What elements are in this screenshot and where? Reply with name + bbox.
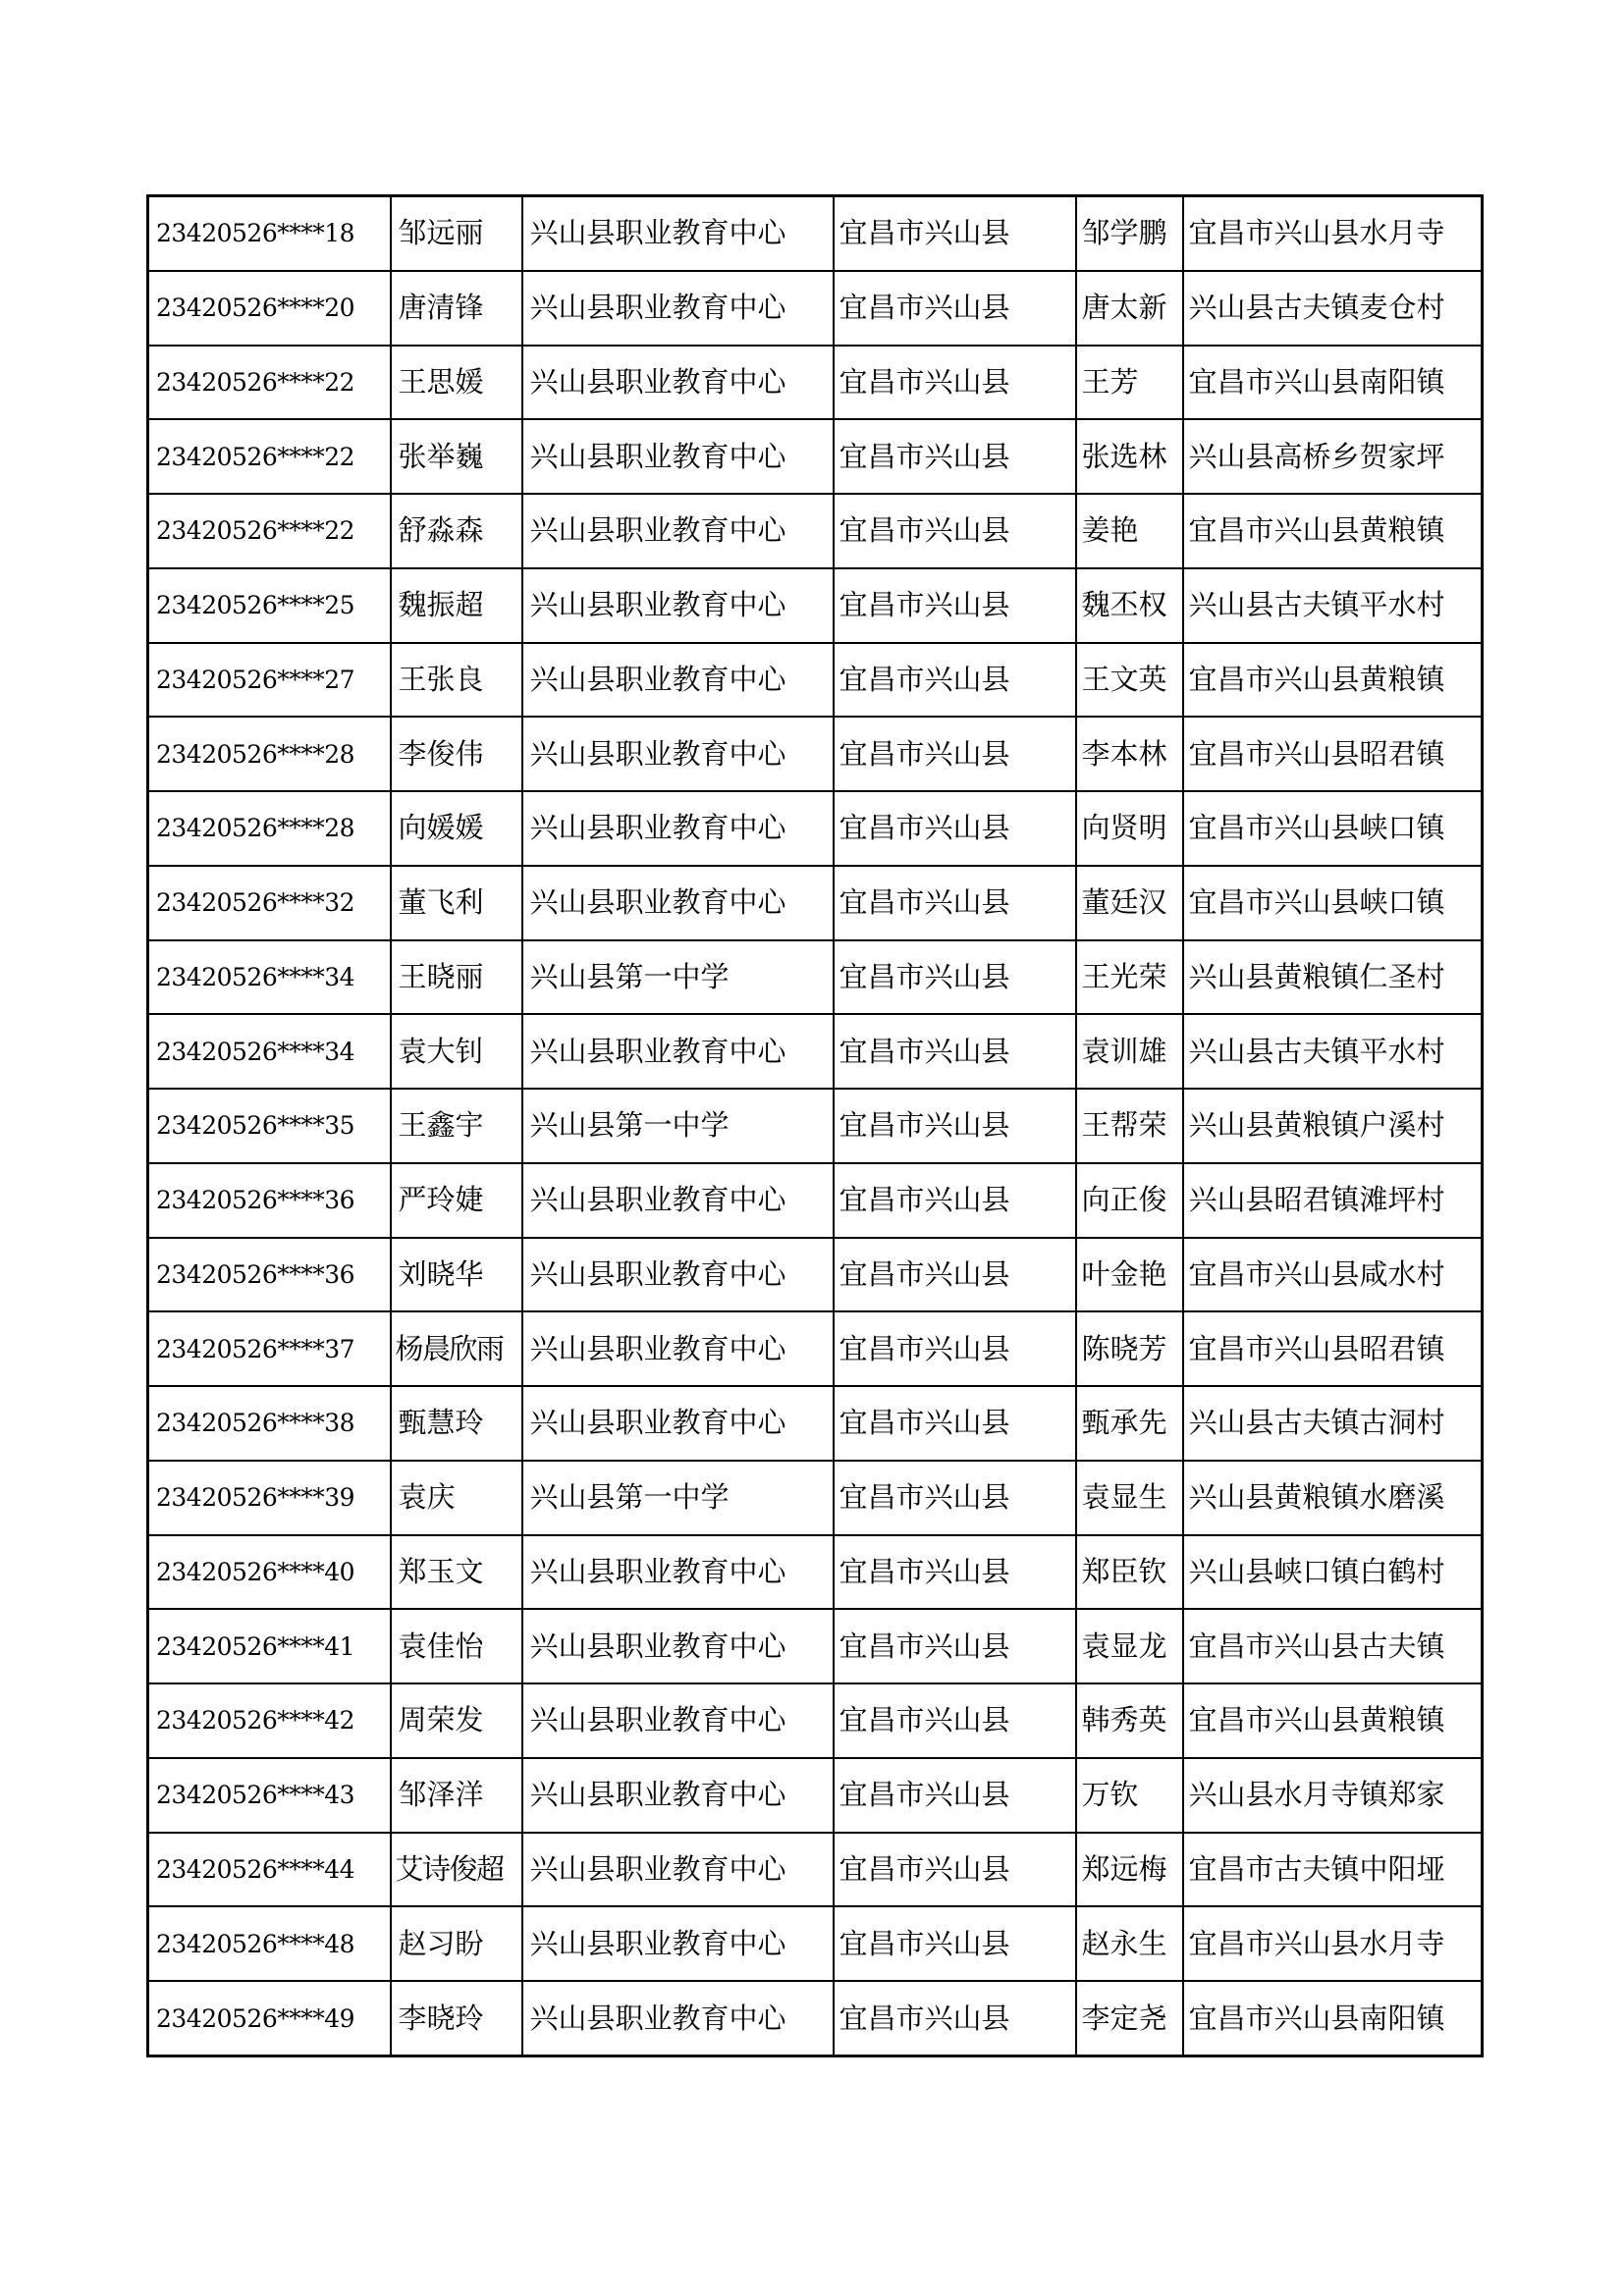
parent-name-cell: 李本林 xyxy=(1076,717,1183,791)
location-cell: 宜昌市兴山县 xyxy=(834,1981,1076,2056)
id-cell: 23420526****49 xyxy=(148,1981,391,2056)
name-cell: 严玲婕 xyxy=(391,1163,522,1238)
school-cell: 兴山县职业教育中心 xyxy=(522,568,834,643)
name-cell: 甄慧玲 xyxy=(391,1386,522,1461)
table-row xyxy=(148,196,1483,271)
school-cell: 兴山县职业教育中心 xyxy=(522,1758,834,1833)
school-cell: 兴山县职业教育中心 xyxy=(522,1906,834,1981)
address-cell: 宜昌市兴山县南阳镇 xyxy=(1183,346,1483,420)
table-row xyxy=(148,940,1483,1015)
id-cell: 23420526****40 xyxy=(148,1535,391,1610)
name-cell: 邹远丽 xyxy=(391,196,522,271)
address-cell: 兴山县黄粮镇户溪村 xyxy=(1183,1089,1483,1163)
parent-name-cell: 袁显生 xyxy=(1076,1461,1183,1535)
location-cell: 宜昌市兴山县 xyxy=(834,1609,1076,1683)
name-cell: 舒淼森 xyxy=(391,494,522,568)
school-cell: 兴山县职业教育中心 xyxy=(522,1163,834,1238)
table-row xyxy=(148,1461,1483,1535)
location-cell: 宜昌市兴山县 xyxy=(834,940,1076,1015)
id-cell: 23420526****22 xyxy=(148,419,391,494)
parent-name-cell: 万钦 xyxy=(1076,1758,1183,1833)
id-cell: 23420526****48 xyxy=(148,1906,391,1981)
location-cell: 宜昌市兴山县 xyxy=(834,568,1076,643)
name-cell: 张举巍 xyxy=(391,419,522,494)
address-cell: 兴山县古夫镇麦仓村 xyxy=(1183,271,1483,346)
school-cell: 兴山县职业教育中心 xyxy=(522,791,834,866)
parent-name-cell: 袁训雄 xyxy=(1076,1014,1183,1089)
id-cell: 23420526****43 xyxy=(148,1758,391,1833)
id-cell: 23420526****37 xyxy=(148,1311,391,1386)
location-cell: 宜昌市兴山县 xyxy=(834,791,1076,866)
parent-name-cell: 赵永生 xyxy=(1076,1906,1183,1981)
school-cell: 兴山县职业教育中心 xyxy=(522,1238,834,1312)
address-cell: 宜昌市兴山县昭君镇 xyxy=(1183,717,1483,791)
table-row xyxy=(148,866,1483,940)
school-cell: 兴山县职业教育中心 xyxy=(522,1311,834,1386)
location-cell: 宜昌市兴山县 xyxy=(834,196,1076,271)
id-cell: 23420526****18 xyxy=(148,196,391,271)
table-row xyxy=(148,1535,1483,1610)
school-cell: 兴山县职业教育中心 xyxy=(522,1386,834,1461)
id-cell: 23420526****39 xyxy=(148,1461,391,1535)
location-cell: 宜昌市兴山县 xyxy=(834,494,1076,568)
school-cell: 兴山县职业教育中心 xyxy=(522,346,834,420)
name-cell: 王晓丽 xyxy=(391,940,522,1015)
address-cell: 兴山县黄粮镇水磨溪 xyxy=(1183,1461,1483,1535)
parent-name-cell: 魏丕权 xyxy=(1076,568,1183,643)
address-cell: 兴山县古夫镇平水村 xyxy=(1183,568,1483,643)
id-cell: 23420526****20 xyxy=(148,271,391,346)
parent-name-cell: 姜艳 xyxy=(1076,494,1183,568)
id-cell: 23420526****28 xyxy=(148,717,391,791)
school-cell: 兴山县职业教育中心 xyxy=(522,643,834,718)
address-cell: 宜昌市兴山县黄粮镇 xyxy=(1183,494,1483,568)
address-cell: 宜昌市兴山县南阳镇 xyxy=(1183,1981,1483,2056)
table-row xyxy=(148,568,1483,643)
address-cell: 宜昌市兴山县古夫镇 xyxy=(1183,1609,1483,1683)
id-cell: 23420526****27 xyxy=(148,643,391,718)
school-cell: 兴山县职业教育中心 xyxy=(522,1535,834,1610)
school-cell: 兴山县职业教育中心 xyxy=(522,1683,834,1758)
table-row xyxy=(148,419,1483,494)
parent-name-cell: 甄承先 xyxy=(1076,1386,1183,1461)
name-cell: 王思媛 xyxy=(391,346,522,420)
location-cell: 宜昌市兴山县 xyxy=(834,271,1076,346)
address-cell: 宜昌市古夫镇中阳垭 xyxy=(1183,1833,1483,1907)
parent-name-cell: 向正俊 xyxy=(1076,1163,1183,1238)
table-row xyxy=(148,643,1483,718)
school-cell: 兴山县第一中学 xyxy=(522,940,834,1015)
name-cell: 李晓玲 xyxy=(391,1981,522,2056)
parent-name-cell: 向贤明 xyxy=(1076,791,1183,866)
table-row xyxy=(148,1311,1483,1386)
school-cell: 兴山县职业教育中心 xyxy=(522,866,834,940)
name-cell: 董飞利 xyxy=(391,866,522,940)
id-cell: 23420526****44 xyxy=(148,1833,391,1907)
table-row xyxy=(148,1906,1483,1981)
student-roster-table xyxy=(146,194,1484,2057)
parent-name-cell: 王光荣 xyxy=(1076,940,1183,1015)
table-row xyxy=(148,1609,1483,1683)
parent-name-cell: 郑臣钦 xyxy=(1076,1535,1183,1610)
parent-name-cell: 李定尧 xyxy=(1076,1981,1183,2056)
table-row xyxy=(148,1683,1483,1758)
name-cell: 郑玉文 xyxy=(391,1535,522,1610)
name-cell: 邹泽洋 xyxy=(391,1758,522,1833)
address-cell: 宜昌市兴山县峡口镇 xyxy=(1183,791,1483,866)
address-cell: 兴山县黄粮镇仁圣村 xyxy=(1183,940,1483,1015)
parent-name-cell: 陈晓芳 xyxy=(1076,1311,1183,1386)
id-cell: 23420526****25 xyxy=(148,568,391,643)
location-cell: 宜昌市兴山县 xyxy=(834,1683,1076,1758)
location-cell: 宜昌市兴山县 xyxy=(834,346,1076,420)
parent-name-cell: 唐太新 xyxy=(1076,271,1183,346)
table-row xyxy=(148,1089,1483,1163)
table-row xyxy=(148,791,1483,866)
address-cell: 宜昌市兴山县昭君镇 xyxy=(1183,1311,1483,1386)
id-cell: 23420526****42 xyxy=(148,1683,391,1758)
location-cell: 宜昌市兴山县 xyxy=(834,1535,1076,1610)
table-row xyxy=(148,1833,1483,1907)
address-cell: 宜昌市兴山县咸水村 xyxy=(1183,1238,1483,1312)
address-cell: 兴山县昭君镇滩坪村 xyxy=(1183,1163,1483,1238)
name-cell: 袁庆 xyxy=(391,1461,522,1535)
location-cell: 宜昌市兴山县 xyxy=(834,1906,1076,1981)
id-cell: 23420526****41 xyxy=(148,1609,391,1683)
school-cell: 兴山县职业教育中心 xyxy=(522,1014,834,1089)
parent-name-cell: 邹学鹏 xyxy=(1076,196,1183,271)
parent-name-cell: 叶金艳 xyxy=(1076,1238,1183,1312)
parent-name-cell: 王芳 xyxy=(1076,346,1183,420)
address-cell: 宜昌市兴山县黄粮镇 xyxy=(1183,643,1483,718)
location-cell: 宜昌市兴山县 xyxy=(834,1311,1076,1386)
address-cell: 兴山县高桥乡贺家坪 xyxy=(1183,419,1483,494)
id-cell: 23420526****34 xyxy=(148,940,391,1015)
school-cell: 兴山县职业教育中心 xyxy=(522,196,834,271)
location-cell: 宜昌市兴山县 xyxy=(834,643,1076,718)
location-cell: 宜昌市兴山县 xyxy=(834,1386,1076,1461)
name-cell: 向媛媛 xyxy=(391,791,522,866)
name-cell: 赵习盼 xyxy=(391,1906,522,1981)
table-row xyxy=(148,346,1483,420)
name-cell: 唐清锋 xyxy=(391,271,522,346)
parent-name-cell: 张选林 xyxy=(1076,419,1183,494)
table-row xyxy=(148,494,1483,568)
parent-name-cell: 郑远梅 xyxy=(1076,1833,1183,1907)
table-row xyxy=(148,1014,1483,1089)
name-cell: 王张良 xyxy=(391,643,522,718)
id-cell: 23420526****28 xyxy=(148,791,391,866)
location-cell: 宜昌市兴山县 xyxy=(834,1833,1076,1907)
location-cell: 宜昌市兴山县 xyxy=(834,1461,1076,1535)
address-cell: 兴山县峡口镇白鹤村 xyxy=(1183,1535,1483,1610)
school-cell: 兴山县职业教育中心 xyxy=(522,717,834,791)
name-cell: 艾诗俊超 xyxy=(391,1833,522,1907)
location-cell: 宜昌市兴山县 xyxy=(834,1014,1076,1089)
school-cell: 兴山县职业教育中心 xyxy=(522,1833,834,1907)
name-cell: 王鑫宇 xyxy=(391,1089,522,1163)
location-cell: 宜昌市兴山县 xyxy=(834,1758,1076,1833)
location-cell: 宜昌市兴山县 xyxy=(834,717,1076,791)
id-cell: 23420526****35 xyxy=(148,1089,391,1163)
location-cell: 宜昌市兴山县 xyxy=(834,1089,1076,1163)
school-cell: 兴山县第一中学 xyxy=(522,1461,834,1535)
address-cell: 宜昌市兴山县水月寺 xyxy=(1183,196,1483,271)
id-cell: 23420526****22 xyxy=(148,494,391,568)
school-cell: 兴山县职业教育中心 xyxy=(522,1609,834,1683)
name-cell: 李俊伟 xyxy=(391,717,522,791)
address-cell: 宜昌市兴山县黄粮镇 xyxy=(1183,1683,1483,1758)
address-cell: 兴山县古夫镇平水村 xyxy=(1183,1014,1483,1089)
table-row xyxy=(148,271,1483,346)
table-row xyxy=(148,1758,1483,1833)
table-row xyxy=(148,1386,1483,1461)
roster-body xyxy=(148,196,1483,2056)
school-cell: 兴山县职业教育中心 xyxy=(522,419,834,494)
table-row xyxy=(148,1981,1483,2056)
name-cell: 魏振超 xyxy=(391,568,522,643)
parent-name-cell: 韩秀英 xyxy=(1076,1683,1183,1758)
address-cell: 兴山县古夫镇古洞村 xyxy=(1183,1386,1483,1461)
id-cell: 23420526****36 xyxy=(148,1238,391,1312)
location-cell: 宜昌市兴山县 xyxy=(834,419,1076,494)
location-cell: 宜昌市兴山县 xyxy=(834,1163,1076,1238)
name-cell: 袁佳怡 xyxy=(391,1609,522,1683)
name-cell: 周荣发 xyxy=(391,1683,522,1758)
id-cell: 23420526****34 xyxy=(148,1014,391,1089)
parent-name-cell: 董廷汉 xyxy=(1076,866,1183,940)
id-cell: 23420526****22 xyxy=(148,346,391,420)
id-cell: 23420526****38 xyxy=(148,1386,391,1461)
location-cell: 宜昌市兴山县 xyxy=(834,866,1076,940)
location-cell: 宜昌市兴山县 xyxy=(834,1238,1076,1312)
school-cell: 兴山县职业教育中心 xyxy=(522,271,834,346)
address-cell: 兴山县水月寺镇郑家 xyxy=(1183,1758,1483,1833)
parent-name-cell: 王帮荣 xyxy=(1076,1089,1183,1163)
table-row xyxy=(148,717,1483,791)
school-cell: 兴山县第一中学 xyxy=(522,1089,834,1163)
name-cell: 袁大钊 xyxy=(391,1014,522,1089)
id-cell: 23420526****32 xyxy=(148,866,391,940)
table-row xyxy=(148,1238,1483,1312)
school-cell: 兴山县职业教育中心 xyxy=(522,494,834,568)
name-cell: 刘晓华 xyxy=(391,1238,522,1312)
id-cell: 23420526****36 xyxy=(148,1163,391,1238)
address-cell: 宜昌市兴山县水月寺 xyxy=(1183,1906,1483,1981)
name-cell: 杨晨欣雨 xyxy=(391,1311,522,1386)
address-cell: 宜昌市兴山县峡口镇 xyxy=(1183,866,1483,940)
school-cell: 兴山县职业教育中心 xyxy=(522,1981,834,2056)
parent-name-cell: 王文英 xyxy=(1076,643,1183,718)
parent-name-cell: 袁显龙 xyxy=(1076,1609,1183,1683)
table-row xyxy=(148,1163,1483,1238)
